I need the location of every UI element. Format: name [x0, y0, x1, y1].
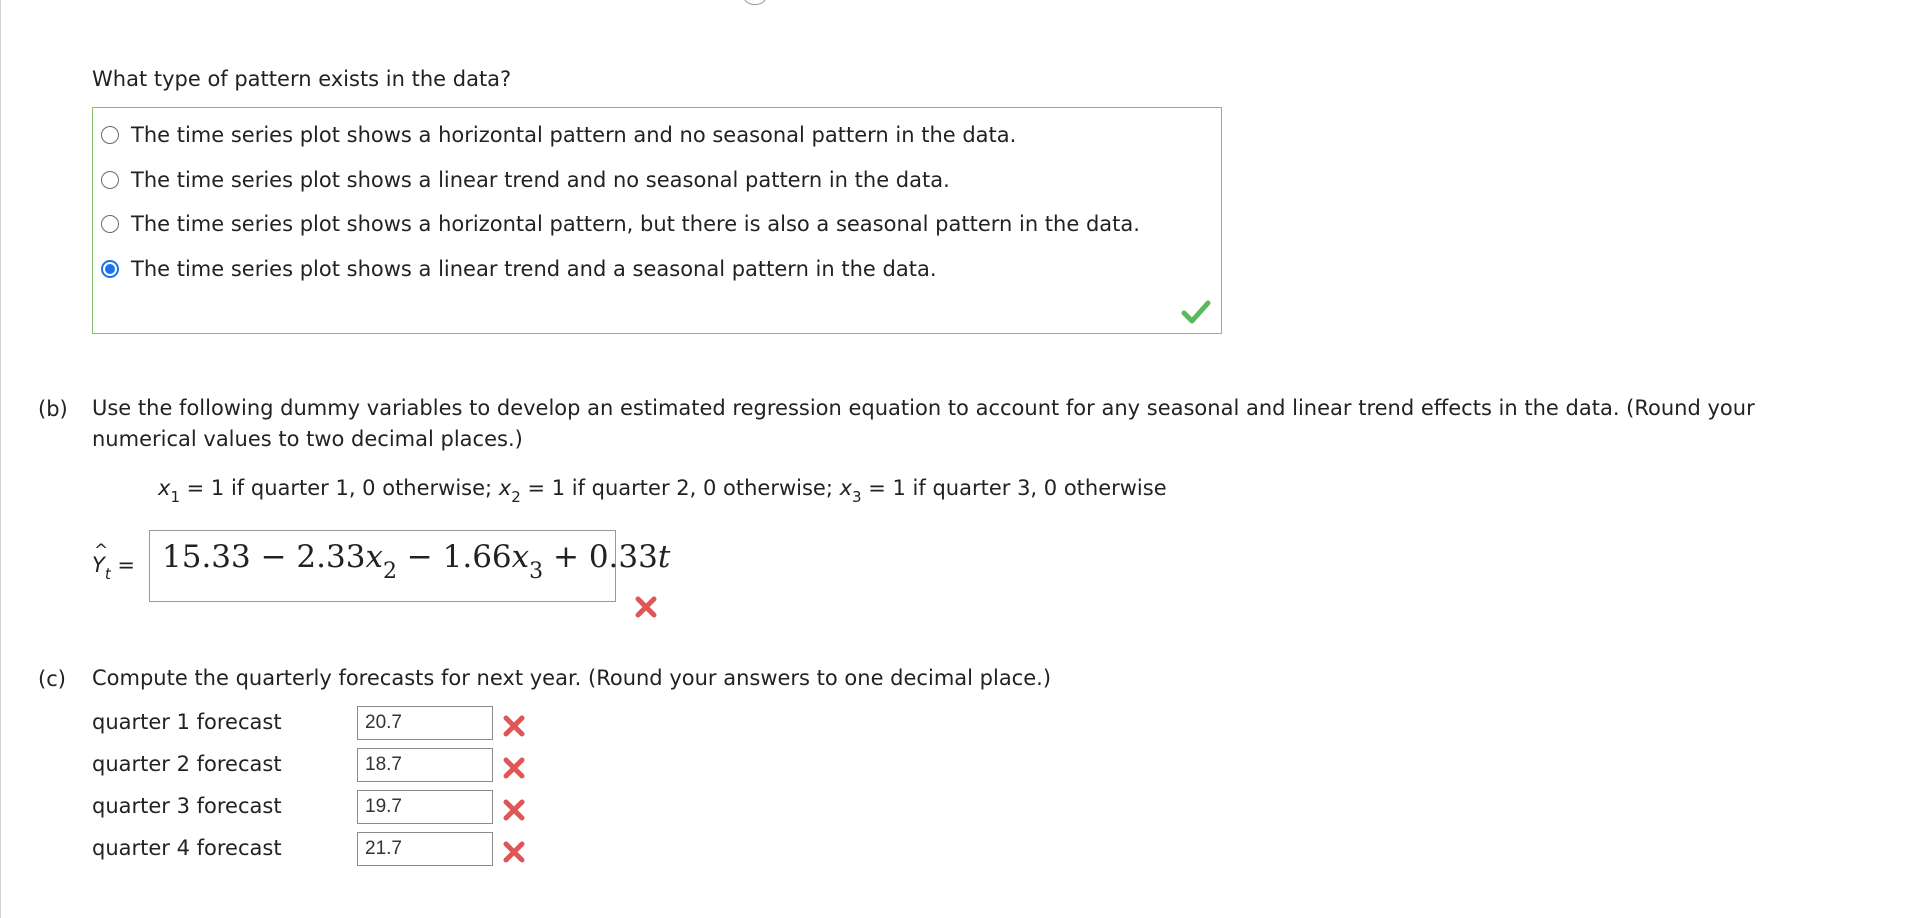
yhat-subscript: t — [104, 565, 111, 583]
yhat-label — [92, 553, 135, 583]
left-edge-divider — [0, 0, 1, 918]
option-2[interactable] — [101, 165, 950, 195]
radio-button-2[interactable] — [101, 171, 119, 189]
eq-term-3: + 0.33 — [543, 539, 658, 575]
part-c-label: (c) — [38, 667, 66, 691]
incorrect-x-icon — [502, 798, 526, 822]
quarter-2-forecast-input[interactable] — [357, 748, 493, 782]
part-b-instruction-line-1: Use the following dummy variables to develop an estimated regression equation to account for any seasonal and linear trend effects in the data. (Round your — [92, 396, 1755, 420]
yhat-symbol: ^ Y — [92, 553, 105, 577]
x3-definition: = 1 if quarter 3, 0 otherwise — [861, 476, 1167, 500]
incorrect-x-icon — [502, 714, 526, 738]
x3-variable: x — [839, 476, 853, 500]
part-a-question: What type of pattern exists in the data? — [92, 67, 512, 91]
option-3-label: The time series plot shows a horizontal pattern, but there is also a seasonal pattern in the data. — [131, 212, 1140, 236]
incorrect-x-icon — [502, 840, 526, 864]
radio-button-1[interactable] — [101, 126, 119, 144]
regression-equation — [162, 539, 671, 584]
eq-term-2: − 1.66 — [396, 539, 512, 575]
incorrect-x-icon — [634, 595, 658, 619]
part-b-instruction-line-2: numerical values to two decimal places.) — [92, 427, 523, 451]
option-4[interactable] — [101, 254, 937, 284]
part-c-instruction: Compute the quarterly forecasts for next year. (Round your answers to one decimal place.) — [92, 666, 1052, 690]
quarter-3-forecast-input[interactable] — [357, 790, 493, 824]
radio-button-4-selected[interactable] — [101, 260, 119, 278]
quarter-1-forecast-label: quarter 1 forecast — [92, 710, 282, 734]
eq-sub-2: 2 — [382, 559, 397, 584]
part-a-answer-box — [92, 107, 1222, 334]
x1-subscript: 1 — [170, 488, 180, 506]
scroll-indicator-icon — [742, 0, 768, 5]
option-4-label: The time series plot shows a linear trend and a seasonal pattern in the data. — [131, 257, 937, 281]
dummy-variable-definitions — [158, 476, 1167, 506]
part-b-label: (b) — [38, 397, 68, 421]
quarter-4-forecast-label: quarter 4 forecast — [92, 836, 282, 860]
quarter-4-forecast-input[interactable] — [357, 832, 493, 866]
regression-equation-input[interactable] — [149, 530, 671, 602]
checkmark-icon — [1181, 299, 1211, 325]
eq-var-t: t — [657, 539, 671, 575]
eq-term-1: 15.33 − 2.33 — [162, 539, 366, 575]
eq-var-x2: x — [365, 539, 383, 575]
option-3[interactable] — [101, 209, 1140, 239]
x1-definition: = 1 if quarter 1, 0 otherwise; — [179, 476, 499, 500]
radio-button-3[interactable] — [101, 215, 119, 233]
quarter-3-forecast-label: quarter 3 forecast — [92, 794, 282, 818]
incorrect-x-icon — [502, 756, 526, 780]
eq-var-x3: x — [511, 539, 530, 575]
eq-sub-3: 3 — [529, 559, 544, 584]
x3-subscript: 3 — [852, 488, 862, 506]
yhat-equals: = — [110, 553, 135, 577]
option-1-label: The time series plot shows a horizontal pattern and no seasonal pattern in the data. — [131, 123, 1017, 147]
x2-definition: = 1 if quarter 2, 0 otherwise; — [520, 476, 840, 500]
quarter-2-forecast-label: quarter 2 forecast — [92, 752, 282, 776]
x2-subscript: 2 — [511, 488, 521, 506]
x2-variable: x — [498, 476, 512, 500]
option-2-label: The time series plot shows a linear trend and no seasonal pattern in the data. — [131, 168, 950, 192]
option-1[interactable] — [101, 120, 1016, 150]
x1-variable: x — [158, 476, 171, 500]
quarter-1-forecast-input[interactable] — [357, 706, 493, 740]
